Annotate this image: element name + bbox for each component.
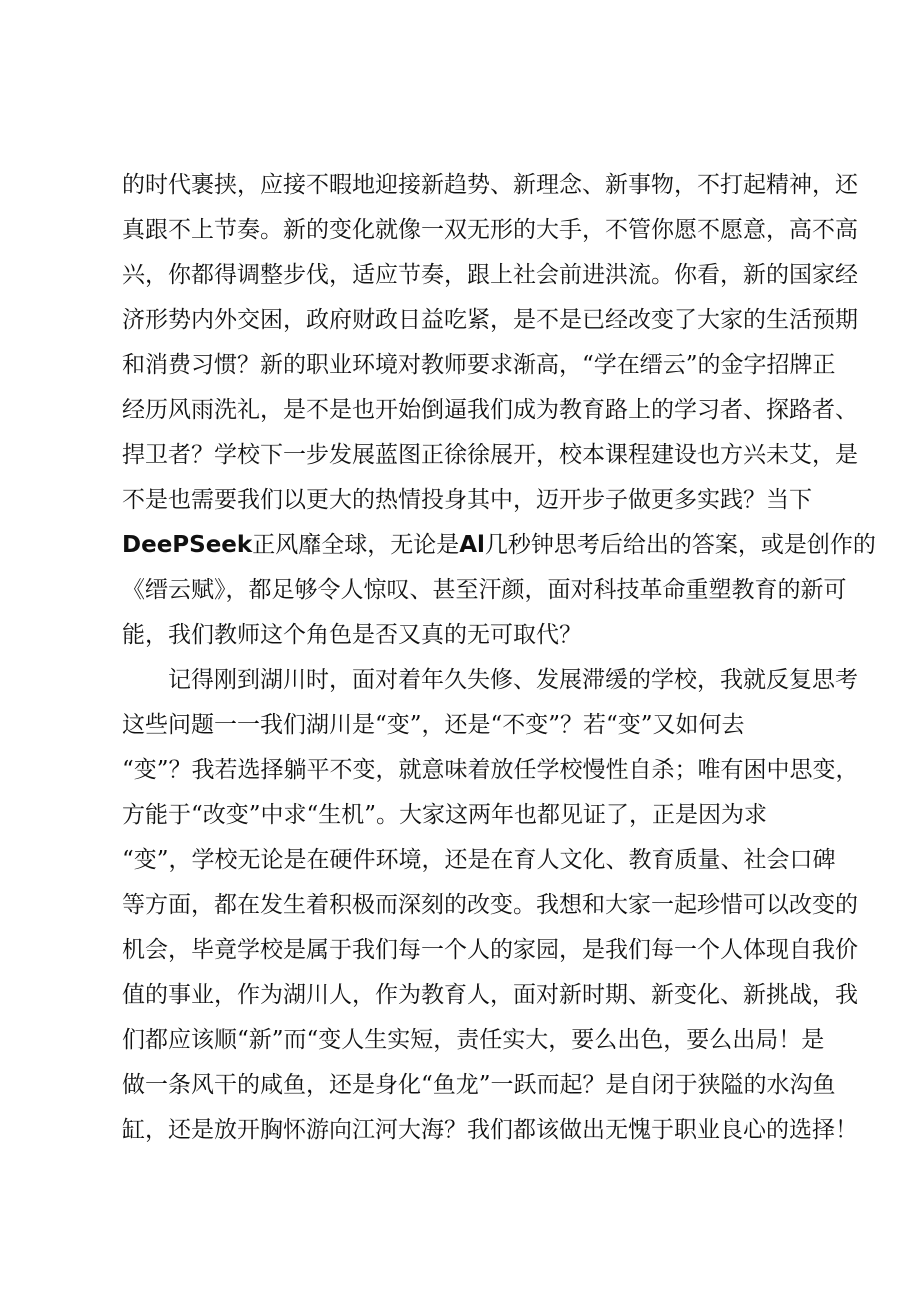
text-line: 能，我们教师这个角色是否又真的无可取代？ [122, 622, 582, 648]
text-line: 方能于“改变”中求“生机”。大家这两年也都见证了，正是因为求 [122, 802, 768, 828]
brand-name: DeePSeek [122, 532, 253, 558]
text-line: 《缙云赋》，都足够令人惊叹、甚至汗颜，面对科技革命重塑教育的新可 [122, 577, 847, 603]
text-line: 做一条风干的咸鱼，还是身化“鱼龙”一跃而起？是自闭于狭隘的水沟鱼 [122, 1072, 836, 1098]
text-line: 不是也需要我们以更大的热情投身其中，迈开步子做更多实践？当下 [122, 487, 812, 513]
text-line: “变”，学校无论是在硬件环境，还是在育人文化、教育质量、社会口碑 [122, 847, 836, 873]
text-line: 的时代裹挟，应接不暇地迎接新趋势、新理念、新事物，不打起精神，还 [122, 172, 858, 198]
text-line: 们都应该顺“新”而“变人生实短，责任实大，要么出色，要么出局！是 [122, 1027, 825, 1053]
text-line: 这些问题一一我们湖川是“变”，还是“不变”？若“变”又如何去 [122, 712, 745, 738]
text-line: “变”？我若选择躺平不变，就意味着放任学校慢性自杀；唯有困中思变， [122, 757, 859, 783]
paragraph-first-line: 记得刚到湖川时，面对着年久失修、发展滞缓的学校，我就反复思考 [168, 667, 858, 693]
text-line: 机会，毕竟学校是属于我们每一个人的家园，是我们每一个人体现自我价 [122, 937, 858, 963]
text-line: 济形势内外交困，政府财政日益吃紧，是不是已经改变了大家的生活预期 [122, 307, 858, 333]
text-line: 等方面，都在发生着积极而深刻的改变。我想和大家一起珍惜可以改变的 [122, 892, 858, 918]
text-line: 真跟不上节奏。新的变化就像一双无形的大手，不管你愿不愿意，高不高 [122, 217, 858, 243]
text-line: 经历风雨洗礼，是不是也开始倒逼我们成为教育路上的学习者、探路者、 [122, 397, 858, 423]
text-segment: 正风靡全球，无论是 [252, 532, 460, 558]
body-text [122, 163, 876, 1153]
text-line: 值的事业，作为湖川人，作为教育人，面对新时期、新变化、新挑战，我 [122, 982, 858, 1008]
text-line [122, 523, 876, 568]
text-line: 兴，你都得调整步伐，适应节奏，跟上社会前进洪流。你看，新的国家经 [122, 262, 858, 288]
text-segment: 几秒钟思考后给出的答案，或是创作的 [484, 532, 876, 558]
text-line: 捍卫者？学校下一步发展蓝图正徐徐展开，校本课程建设也方兴未艾，是 [122, 442, 858, 468]
text-line: 和消费习惯？新的职业环境对教师要求渐高，“学在缙云”的金字招牌正 [122, 352, 836, 378]
text-line: 缸，还是放开胸怀游向江河大海？我们都该做出无愧于职业良心的选择！ [122, 1117, 858, 1143]
ai-term: Al [459, 532, 485, 558]
